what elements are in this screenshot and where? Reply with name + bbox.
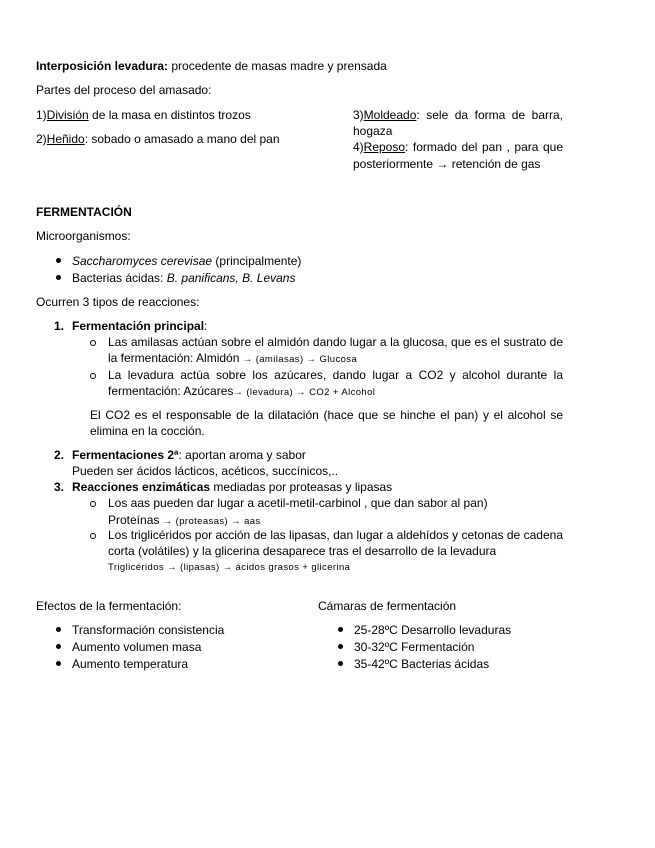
bullet-dot-icon [338,661,343,666]
kneading-step-2 [36,131,280,147]
reaction-detail: Pueden ser ácidos lácticos, acéticos, succínicos,.. [72,464,339,478]
step-text: : formado del pan , para que [405,140,563,154]
effects-item: Aumento volumen masa [72,640,202,654]
reaction-title-line [72,447,306,463]
kneading-step-4-continued: posteriormente → retención de gas [353,157,541,171]
reaction-text: : [204,319,208,333]
effects-item: Transformación consistencia [72,623,225,637]
bullet-dot-icon [56,627,61,632]
microorganism-item [72,253,301,269]
bullet-circle-icon [90,340,96,346]
kneading-step-4 [353,139,563,155]
reaction-item-line: La levadura actúa sobre los azúcares, dando lugar a CO2 y alcohol durante la [108,368,563,382]
reactions-intro: Ocurren 3 tipos de reacciones: [36,295,200,309]
bullet-circle-icon [90,373,96,379]
reaction-note-line: elimina en la cocción. [90,424,205,438]
kneading-step-1 [36,107,251,123]
bullet-dot-icon [56,661,61,666]
reaction-formula: → (amilasas) → Glucosa [242,354,358,365]
reaction-item-text: Proteínas [108,513,163,527]
reaction-item-line: Los aas pueden dar lugar a acetil-metil-carbinol , que dan sabor al pan) [108,496,488,510]
reaction-formula: Triglicéridos → (lipasas) → ácidos grasos + glicerina [108,562,351,573]
reaction-item-line [108,383,375,401]
step-number: 2) [36,132,47,146]
intro-text: procedente de masas madre y prensada [168,59,387,73]
reaction-number: 1. [54,319,65,333]
microorganism-note: Bacterias ácidas: [72,271,167,285]
microorganisms-label: Microorganismos: [36,229,131,243]
step-term: Heñido [46,132,85,146]
kneading-step-3-continued: hogaza [353,124,393,138]
intro-line [36,58,387,74]
reaction-formula: → (proteasas) → aas [162,516,261,527]
reaction-item-line: Las amilasas actúan sobre el almidón dando lugar a la glucosa, que es el sustrato de [108,335,563,349]
reaction-item-text: fermentación: Azúcares [108,384,234,398]
reaction-title: Fermentación principal [72,319,205,333]
reaction-item-line: Los triglicéridos por acción de las lipasas, dan lugar a aldehídos y cetonas de cadena [108,528,563,542]
intro-label: Interposición levadura: [36,59,169,73]
chambers-item: 30-32ºC Fermentación [354,640,475,654]
kneading-step-3 [353,107,563,123]
reaction-item-line [108,350,357,368]
bullet-dot-icon [56,644,61,649]
reaction-title-line [72,479,392,495]
reaction-text: mediadas por proteasas y lipasas [210,480,393,494]
step-term: Moldeado [363,108,417,122]
reaction-formula: → (levadura) → CO2 + Alcohol [233,387,376,398]
reaction-number: 3. [54,480,65,494]
step-text: : sobado o amasado a mano del pan [84,132,280,146]
step-term: Reposo [363,140,406,154]
step-number: 1) [36,108,47,122]
reaction-title: Fermentaciones 2ª [72,448,179,462]
effects-item: Aumento temperatura [72,657,189,671]
fermentation-heading: FERMENTACIÓN [36,205,132,219]
chambers-item: 25-28ºC Desarrollo levaduras [354,623,512,637]
bullet-circle-icon [90,533,96,539]
microorganism-species: Saccharomyces cerevisae [72,254,213,268]
step-text: : sele da forma de barra, [416,108,563,122]
step-number: 3) [353,108,364,122]
chambers-heading: Cámaras de fermentación [318,599,457,613]
chambers-item: 35-42ºC Bacterias ácidas [354,657,490,671]
reaction-item-line: corta (volátiles) y la glicerina desaparece tras el desarrollo de la levadura [108,544,497,558]
microorganism-species: B. panificans, B. Levans [166,271,296,285]
microorganism-item [72,270,295,286]
step-number: 4) [353,140,364,154]
reaction-title-line [72,318,207,334]
bullet-dot-icon [56,275,61,280]
step-text: de la masa en distintos trozos [88,108,251,122]
microorganism-note: (principalmente) [212,254,302,268]
reaction-text: : aportan aroma y sabor [178,448,306,462]
reaction-note-line: El CO2 es el responsable de la dilatación (hace que se hinche el pan) y el alcohol se [90,408,563,422]
step-term: División [46,108,89,122]
bullet-dot-icon [338,644,343,649]
kneading-heading: Partes del proceso del amasado: [36,83,212,97]
reaction-number: 2. [54,448,65,462]
bullet-circle-icon [90,501,96,507]
bullet-dot-icon [56,258,61,263]
reaction-title: Reacciones enzimáticas [72,480,211,494]
effects-heading: Efectos de la fermentación: [36,599,182,613]
bullet-dot-icon [338,627,343,632]
reaction-item-text: la fermentación: Almidón [108,351,243,365]
